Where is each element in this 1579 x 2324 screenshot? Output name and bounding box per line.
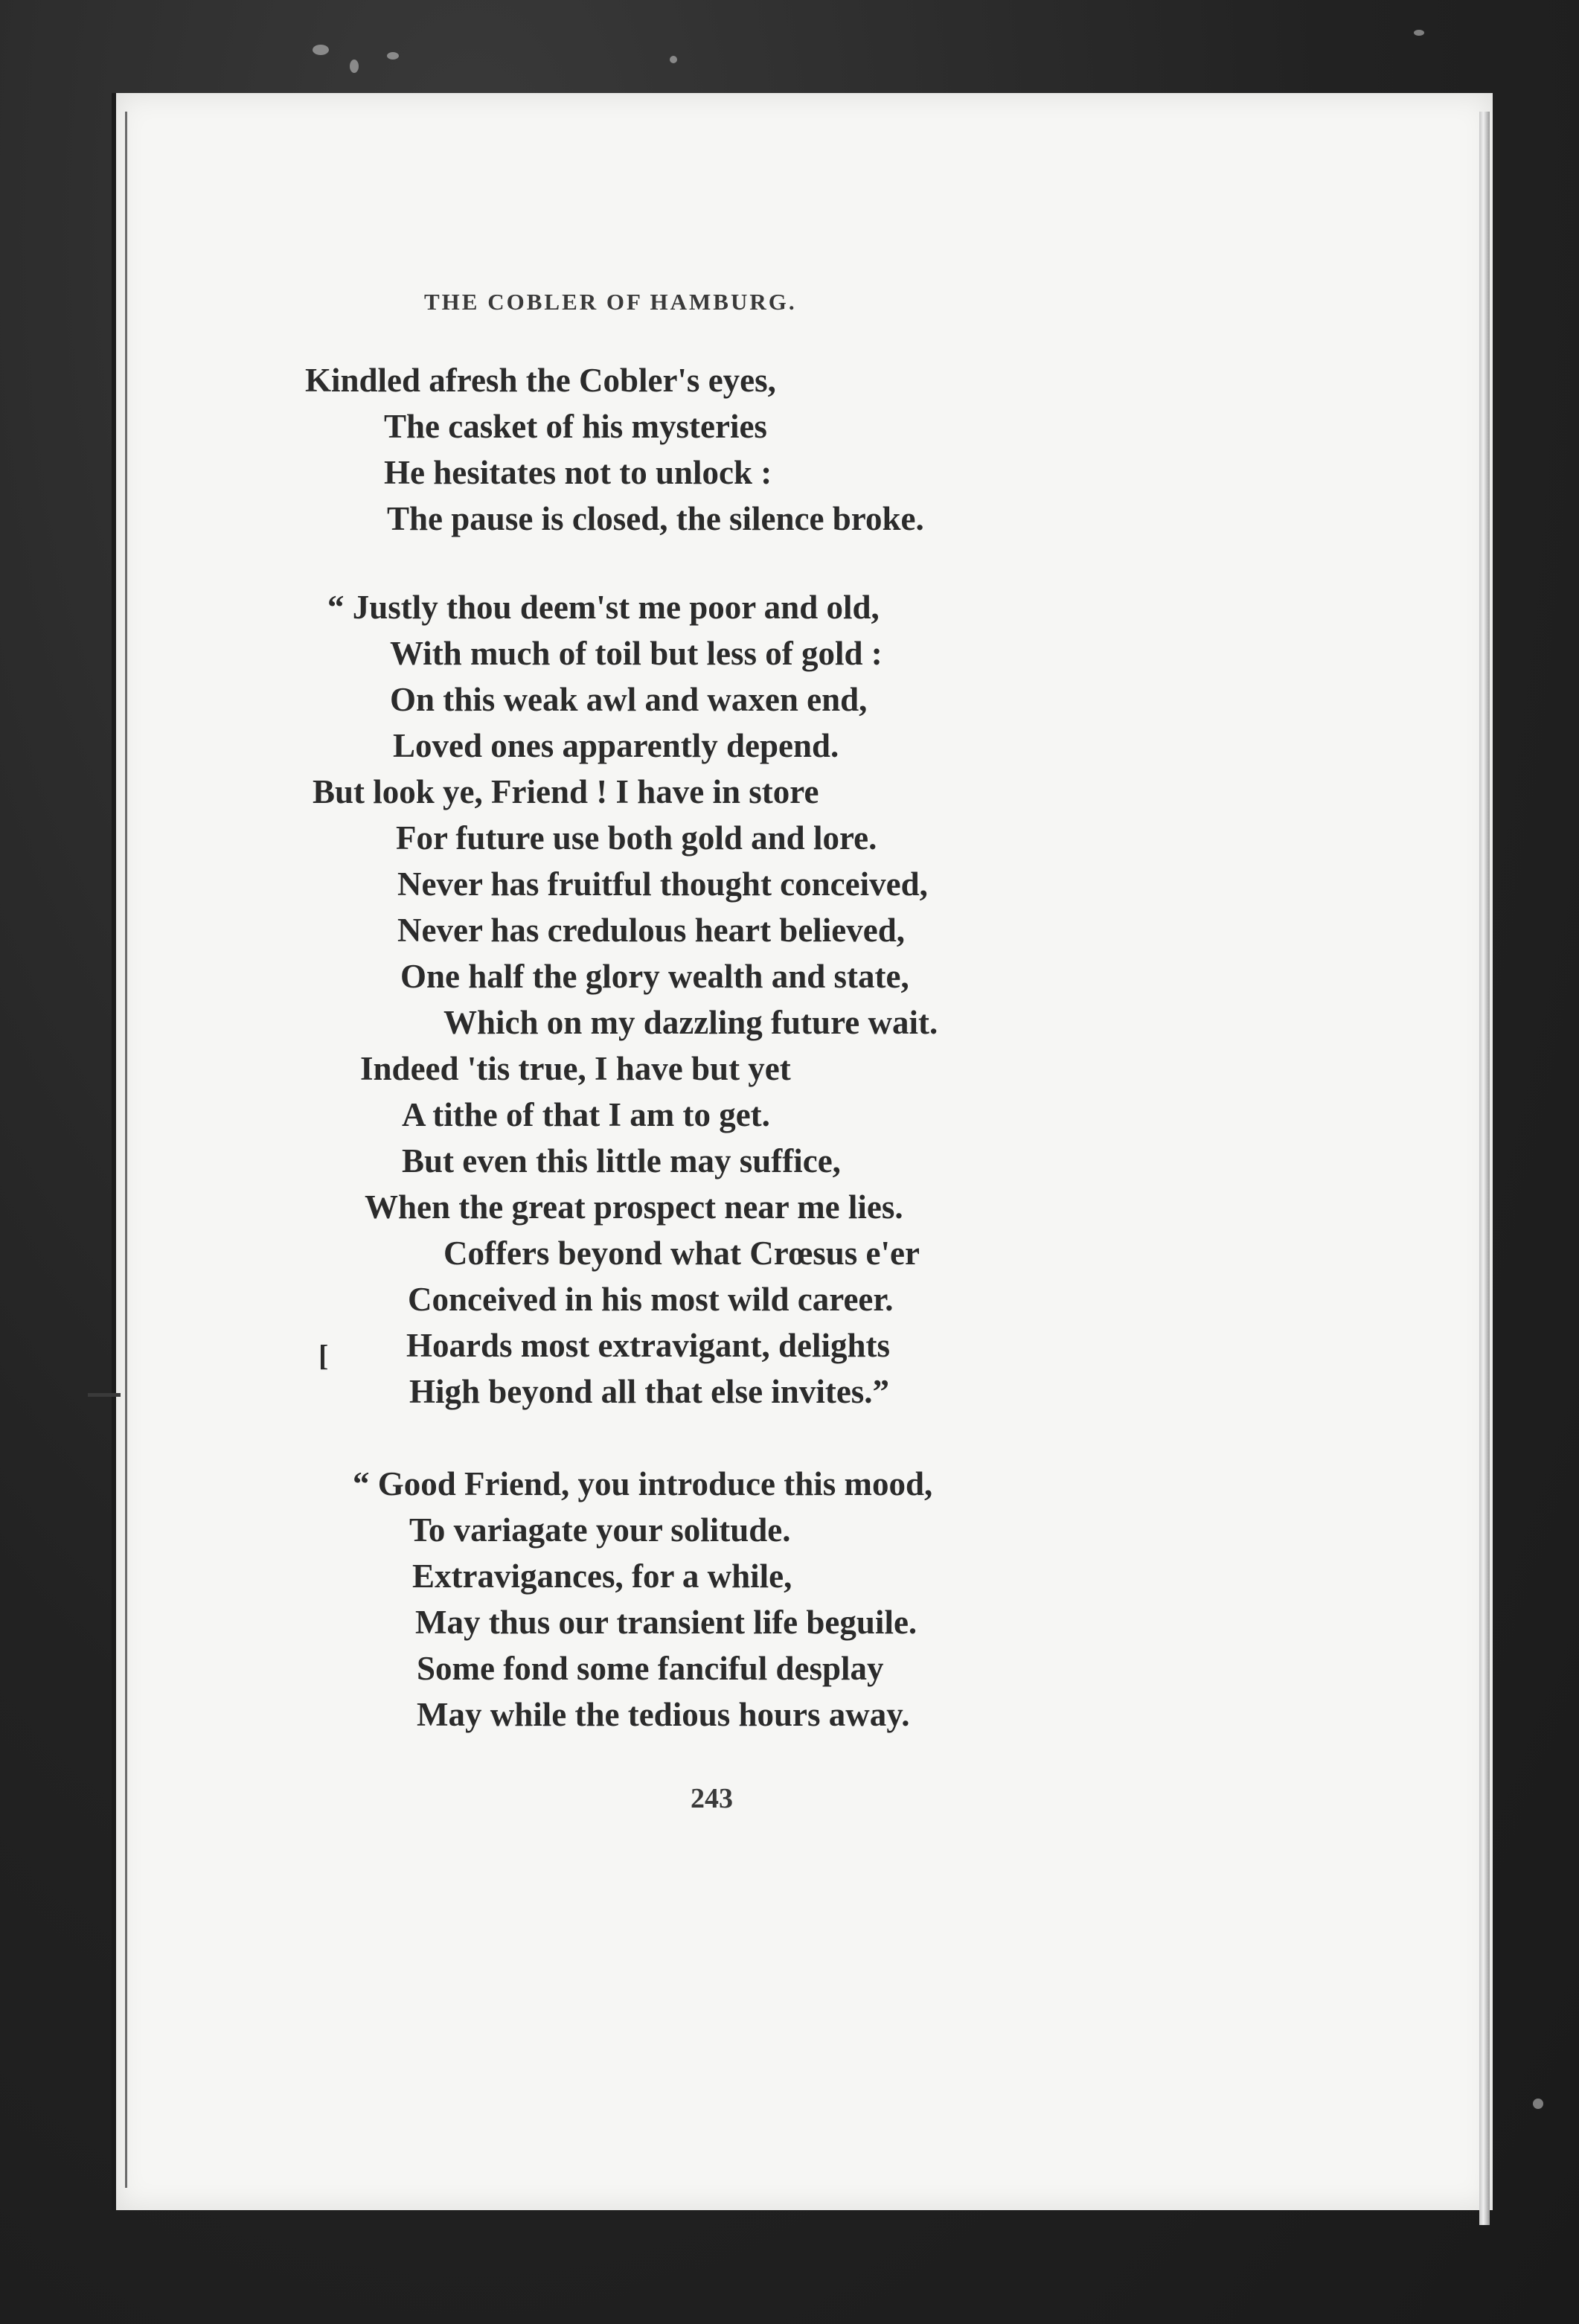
poem-line: Kindled afresh the Cobler's eyes,: [305, 362, 776, 399]
page-number: 243: [691, 1783, 733, 1814]
poem-line: For future use both gold and lore.: [396, 819, 877, 857]
poem-line: Extravigances, for a while,: [412, 1558, 792, 1595]
poem-line: Hoards most extravigant, delights: [406, 1327, 890, 1364]
running-head: THE COBLER OF HAMBURG.: [424, 289, 797, 315]
poem-line: Never has credulous heart believed,: [397, 912, 906, 949]
poem-line: Conceived in his most wild career.: [408, 1281, 894, 1318]
poem-line: High beyond all that else invites.”: [409, 1373, 890, 1410]
dust-speck: [387, 52, 399, 60]
poem-line: He hesitates not to unlock :: [384, 454, 772, 491]
poem-line: But even this little may suffice,: [402, 1142, 841, 1179]
poem-line: Indeed 'tis true, I have but yet: [360, 1050, 791, 1087]
poem-line: When the great prospect near me lies.: [365, 1188, 903, 1226]
dust-speck: [670, 56, 677, 63]
poem-line: May while the tedious hours away.: [417, 1696, 910, 1733]
poem-line: To variagate your solitude.: [409, 1511, 791, 1549]
margin-bracket-mark: [: [318, 1339, 329, 1372]
dust-speck: [1533, 2099, 1543, 2109]
dust-speck: [1414, 30, 1424, 36]
dust-speck: [313, 45, 329, 55]
poem-line: A tithe of that I am to get.: [402, 1096, 770, 1133]
poem-line: The pause is closed, the silence broke.: [387, 500, 924, 537]
poem-line: Some fond some fanciful desplay: [417, 1650, 884, 1687]
poem-line: “ Justly thou deem'st me poor and old,: [327, 589, 880, 626]
poem-line: “ Good Friend, you introduce this mood,: [353, 1465, 933, 1502]
gutter-line: [125, 112, 127, 2188]
page-edge: [1479, 112, 1490, 2225]
poem-line: May thus our transient life beguile.: [415, 1604, 917, 1641]
poem-line: Loved ones apparently depend.: [393, 727, 839, 764]
poem-line: Which on my dazzling future wait.: [443, 1004, 938, 1041]
dust-speck: [350, 60, 359, 73]
poem-line: On this weak awl and waxen end,: [390, 681, 868, 718]
poem-line: Coffers beyond what Crœsus e'er: [443, 1235, 920, 1272]
gutter-mark: [88, 1393, 121, 1397]
poem-line: But look ye, Friend ! I have in store: [313, 773, 819, 810]
poem-line: One half the glory wealth and state,: [400, 958, 909, 995]
poem-line: With much of toil but less of gold :: [390, 635, 883, 672]
poem-line: Never has fruitful thought conceived,: [397, 865, 928, 903]
poem-line: The casket of his mysteries: [384, 408, 767, 445]
